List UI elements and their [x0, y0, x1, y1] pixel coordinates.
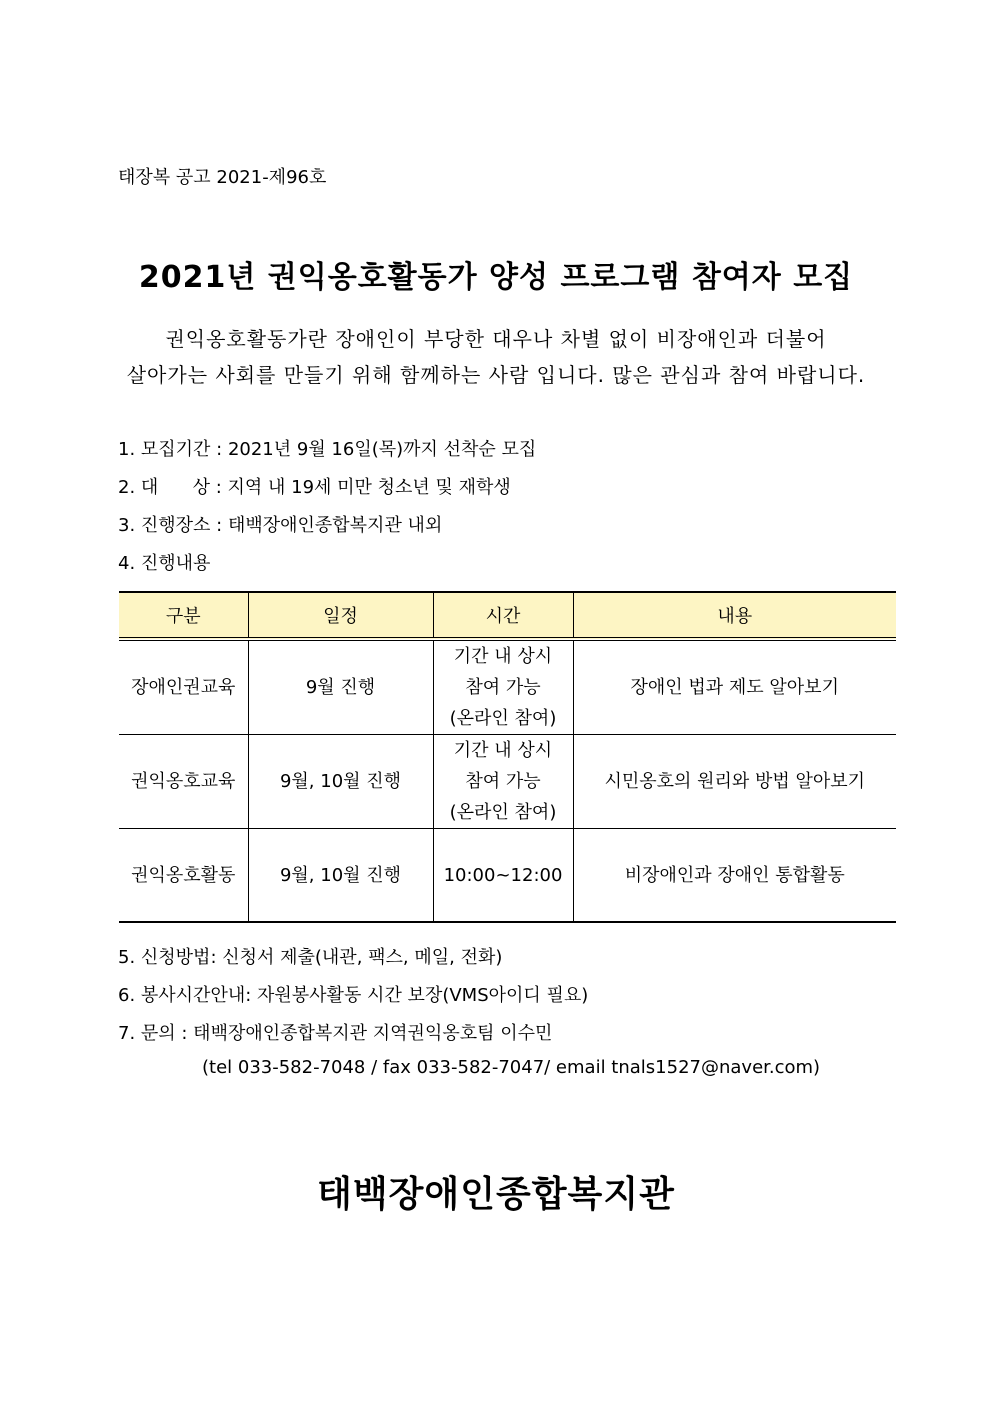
target-item: 2. 대 상 : 지역 내 19세 미만 청소년 및 재학생: [118, 477, 511, 498]
organization-name: 태백장애인종합복지관: [317, 1174, 675, 1215]
row-content: 비장애인과 장애인 통합활동: [573, 829, 896, 923]
volunteer-hours-item: 6. 봉사시간안내: 자원봉사활동 시간 보장(VMS아이디 필요): [118, 985, 589, 1006]
program-content-item: 4. 진행내용: [118, 553, 211, 574]
row-schedule: 9월, 10월 진행: [248, 735, 433, 829]
table-header-row: [119, 592, 896, 639]
application-method-item: 5. 신청방법: 신청서 제출(내관, 팩스, 메일, 전화): [118, 947, 503, 968]
row-category: 권익옹호활동: [119, 829, 248, 923]
table-row: [119, 639, 896, 735]
time-line: 참여 가능: [465, 771, 541, 792]
header-time: 시간: [433, 592, 573, 639]
row-time: [433, 639, 573, 735]
recruit-period-item: 1. 모집기간 : 2021년 9월 16일(목)까지 선착순 모집: [118, 439, 537, 460]
row-schedule: 9월, 10월 진행: [248, 829, 433, 923]
row-time: [433, 735, 573, 829]
time-line: (온라인 참여): [449, 708, 557, 729]
row-time: [433, 829, 573, 923]
contact-info: (tel 033-582-7048 / fax 033-582-7047/ email tnals1527@naver.com): [202, 1057, 821, 1078]
notice-number: 태장복 공고 2021-제96호: [118, 167, 327, 188]
row-schedule: 9월 진행: [248, 639, 433, 735]
row-category: 권익옹호교육: [119, 735, 248, 829]
page-title: 2021년 권익옹호활동가 양성 프로그램 참여자 모집: [138, 260, 854, 295]
table-row: [119, 735, 896, 829]
intro-line-1: 권익옹호활동가란 장애인이 부당한 대우나 차별 없이 비장애인과 더불어: [165, 327, 827, 351]
time-line: 참여 가능: [465, 677, 541, 698]
row-content: 장애인 법과 제도 알아보기: [573, 639, 896, 735]
schedule-table: [119, 591, 896, 923]
time-line: 기간 내 상시: [453, 646, 553, 667]
time-line: 기간 내 상시: [453, 740, 553, 761]
header-schedule: 일정: [248, 592, 433, 639]
inquiry-item: 7. 문의 : 태백장애인종합복지관 지역권익옹호팀 이수민: [118, 1023, 553, 1044]
header-category: 구분: [119, 592, 248, 639]
row-category: 장애인권교육: [119, 639, 248, 735]
header-content: 내용: [573, 592, 896, 639]
time-line: 10:00~12:00: [443, 864, 563, 886]
table-row: [119, 829, 896, 923]
intro-line-2: 살아가는 사회를 만들기 위해 함께하는 사람 입니다. 많은 관심과 참여 바랍니다.: [126, 363, 866, 387]
venue-item: 3. 진행장소 : 태백장애인종합복지관 내외: [118, 515, 443, 536]
time-line: (온라인 참여): [449, 802, 557, 823]
row-content: 시민옹호의 원리와 방법 알아보기: [573, 735, 896, 829]
